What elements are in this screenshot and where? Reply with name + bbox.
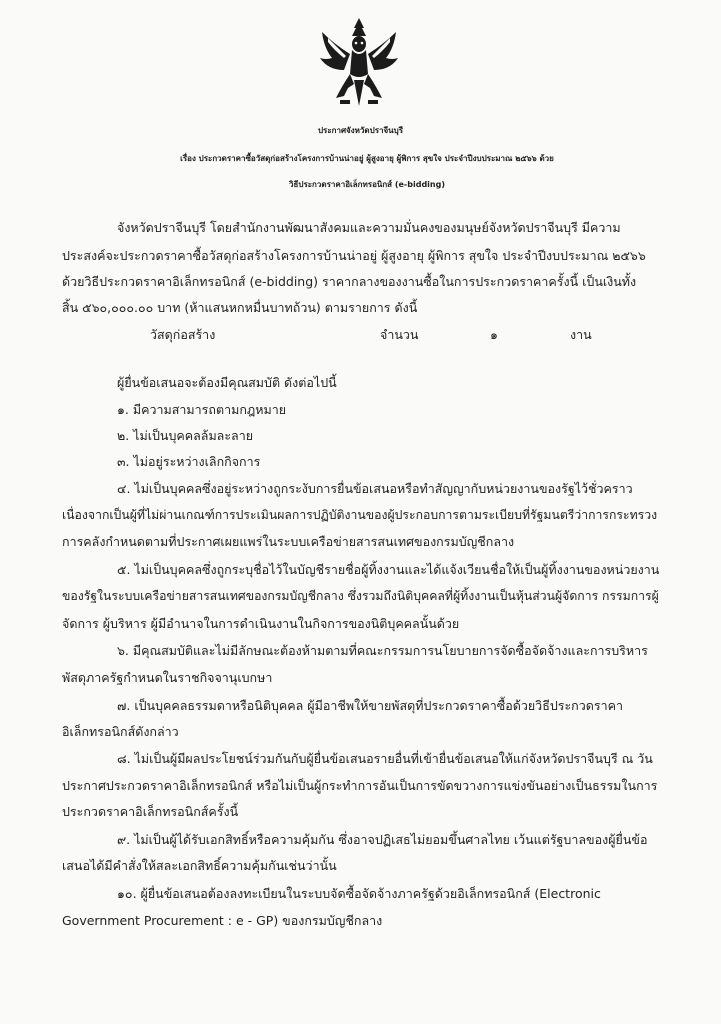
qualification-8-line-1: ๘. ไม่เป็นผู้มีผลประโยชน์ร่วมกันกับผู้ยื่นข้อเสนอรายอื่นที่เข้ายื่นข้อเสนอให้แก่จังหวัดปราจีนบุรี ณ วัน bbox=[117, 751, 653, 766]
item-unit: งาน bbox=[570, 327, 592, 342]
qualification-7-line-1: ๗. เป็นบุคคลธรรมดาหรือนิติบุคคล ผู้มีอาชีพให้ขายพัสดุที่ประกวดราคาซื้อด้วยวิธีประกวดราคา bbox=[117, 698, 623, 713]
qualification-8-line-2: ประกาศประกวดราคาอิเล็กทรอนิกส์ หรือไม่เป็นผู้กระทำการอันเป็นการขัดขวางการแข่งขันอย่างเป็นธรรมในการ bbox=[62, 778, 658, 793]
qualification-4-line-2: เนื่องจากเป็นผู้ที่ไม่ผ่านเกณฑ์การประเมินผลการปฏิบัติงานของผู้ประกอบการตามระเบียบที่รัฐมนตรีว่าการกระทรวง bbox=[62, 508, 658, 522]
announcement-subject bbox=[62, 146, 672, 198]
qualification-9-line-2: เสนอได้มีคำสั่งให้สละเอกสิทธิ์ความคุ้มกันเช่นว่านั้น bbox=[62, 858, 337, 873]
qualification-8-line-3: ประกวดราคาอิเล็กทรอนิกส์ครั้งนี้ bbox=[62, 804, 239, 819]
item-name: วัสดุก่อสร้าง bbox=[150, 327, 216, 342]
qualification-2: ๒. ไม่เป็นบุคคลล้มละลาย bbox=[117, 428, 254, 443]
subject-line-1: เรื่อง ประกวดราคาซื้อวัสดุก่อสร้างโครงการบ้านน่าอยู่ ผู้สูงอายุ ผู้พิการ สุขใจ ประจำปีงบประมาณ ๒๕๖๖ ด้วย bbox=[180, 154, 554, 163]
qualification-9-line-1: ๙. ไม่เป็นผู้ได้รับเอกสิทธิ์หรือความคุ้มกัน ซึ่งอาจปฏิเสธไม่ยอมขึ้นศาลไทย เว้นแต่รัฐบาลของผู้ยื่นข้อ bbox=[117, 832, 648, 847]
qualification-4-line-1: ๔. ไม่เป็นบุคคลซึ่งอยู่ระหว่างถูกระงับการยื่นข้อเสนอหรือทำสัญญากับหน่วยงานของรัฐไว้ชั่วคราว bbox=[117, 481, 633, 496]
qualification-6-line-1: ๖. มีคุณสมบัติและไม่มีลักษณะต้องห้ามตามที่คณะกรรมการนโยบายการจัดซื้อจัดจ้างและการบริหาร bbox=[117, 643, 648, 658]
intro-line-3: ด้วยวิธีประกวดราคาอิเล็กทรอนิกส์ (e-bidding) ราคากลางของงานซื้อในการประกวดราคาครั้งนี้ เป็นเงินทั้ง bbox=[62, 274, 637, 289]
qualification-4-line-3: การคลังกำหนดตามที่ประกาศเผยแพร่ในระบบเครือข่ายสารสนเทศของกรมบัญชีกลาง bbox=[62, 534, 515, 549]
qualification-10-line-2: Government Procurement : e - GP) ของกรมบัญชีกลาง bbox=[62, 913, 383, 928]
qualification-10-line-1: ๑๐. ผู้ยื่นข้อเสนอต้องลงทะเบียนในระบบจัดซื้อจัดจ้างภาครัฐด้วยอิเล็กทรอนิกส์ (Electronic bbox=[117, 886, 601, 901]
garuda-emblem bbox=[314, 14, 404, 110]
qualification-5-line-1: ๕. ไม่เป็นบุคคลซึ่งถูกระบุชื่อไว้ในบัญชีรายชื่อผู้ทิ้งงานและได้แจ้งเวียนชื่อให้เป็นผู้ทิ้งงานของหน่วยงาน bbox=[117, 562, 660, 577]
qualifications-heading: ผู้ยื่นข้อเสนอจะต้องมีคุณสมบัติ ดังต่อไปนี้ bbox=[117, 375, 337, 390]
item-qty-label: จำนวน bbox=[380, 327, 419, 342]
qualification-6-line-2: พัสดุภาครัฐกำหนดในราชกิจจานุเบกษา bbox=[62, 670, 273, 685]
qualification-7-line-2: อิเล็กทรอนิกส์ดังกล่าว bbox=[62, 724, 179, 739]
qualification-5-line-3: จัดการ ผู้บริหาร ผู้มีอำนาจในการดำเนินงานในกิจการของนิติบุคคลนั้นด้วย bbox=[62, 616, 460, 631]
qualification-1: ๑. มีความสามารถตามกฎหมาย bbox=[117, 402, 287, 417]
intro-line-2: ประสงค์จะประกวดราคาซื้อวัสดุก่อสร้างโครงการบ้านน่าอยู่ ผู้สูงอายุ ผู้พิการ สุขใจ ประจำปีงบประมาณ ๒๕๖๖ bbox=[62, 248, 646, 263]
intro-line-1: จังหวัดปราจีนบุรี โดยสำนักงานพัฒนาสังคมและความมั่นคงของมนุษย์จังหวัดปราจีนบุรี มีความ bbox=[117, 220, 621, 235]
intro-line-4: สิ้น ๕๖๐,๐๐๐.๐๐ บาท (ห้าแสนหกหมื่นบาทถ้วน) ตามรายการ ดังนี้ bbox=[62, 300, 418, 315]
qualification-3: ๓. ไม่อยู่ระหว่างเลิกกิจการ bbox=[117, 454, 261, 469]
qualification-5-line-2: ของรัฐในระบบเครือข่ายสารสนเทศของกรมบัญชีกลาง ซึ่งรวมถึงนิติบุคคลที่ผู้ทิ้งงานเป็นหุ้นส่วนผู้จัดการ กรรมการผู้ bbox=[62, 589, 659, 603]
item-qty: ๑ bbox=[490, 327, 498, 342]
subject-line-2: วิธีประกวดราคาอิเล็กทรอนิกส์ (e-bidding) bbox=[289, 180, 445, 189]
announcement-title: ประกาศจังหวัดปราจีนบุรี bbox=[317, 126, 404, 135]
